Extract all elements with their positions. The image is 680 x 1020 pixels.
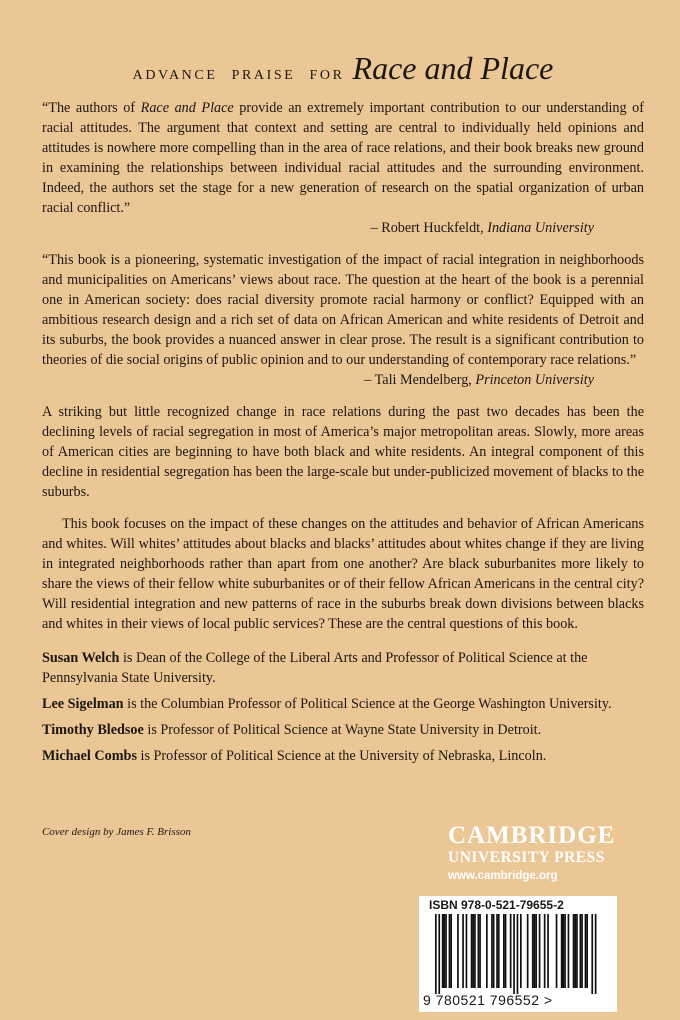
author-bio-text: is Professor of Political Science at the University of Nebraska, Lincoln. [136, 748, 547, 764]
barcode-bar [479, 914, 481, 988]
barcode-bar [591, 914, 593, 994]
barcode-bar [442, 914, 444, 988]
barcode-bar [585, 914, 587, 988]
barcode-bar [438, 914, 440, 994]
barcode-bar [498, 914, 500, 988]
barcode-bar [581, 914, 583, 988]
quote-mendelberg: “This book is a pioneering, systematic investigation of the impact of racial integration in neighborhoods and municipalities on Americans’ views about race. The question at the heart of the book is a perennial one in American society: does racial diversity promote racial harmony or conflict? Equipped with an ambitious research design and a rich set of data on African American and white residents of Detroit and its suburbs, the book provides a nuanced answer in clear prose. The result is a significant contribution to theories of die social origins of public opinion and to our understanding of contemporary race relations.” [42, 252, 644, 368]
barcode-bar [503, 914, 505, 988]
author-bio [42, 720, 644, 740]
barcode-bar [547, 914, 549, 988]
barcode-bar [534, 914, 536, 988]
attr2-author: – Tali Mendelberg, [364, 372, 476, 388]
cover-design-credit: Cover design by James F. Brisson [42, 826, 191, 838]
barcode-bar [505, 914, 507, 988]
author-bio [42, 648, 644, 688]
publisher-url: www.cambridge.org [448, 870, 558, 882]
barcode-bar [556, 914, 558, 988]
author-name: Susan Welch [42, 650, 120, 666]
barcode-icon [419, 914, 617, 994]
barcode-bar [595, 914, 597, 994]
barcode-bar [457, 914, 459, 988]
publisher-name: CAMBRIDGE [448, 822, 616, 849]
barcode-bar [586, 914, 588, 988]
author-name: Lee Sigelman [42, 696, 124, 712]
barcode-bar [491, 914, 493, 988]
barcode-bar [496, 914, 498, 988]
author-name: Timothy Bledsoe [42, 722, 144, 738]
heading-title: Race and Place [352, 50, 554, 86]
attr1-author: – Robert Huckfeldt, [370, 220, 488, 236]
barcode-bar [532, 914, 534, 988]
author-bio-text: is Professor of Political Science at Wayne State University in Detroit. [143, 722, 542, 738]
barcode-bar [574, 914, 576, 988]
barcode-bar [462, 914, 464, 988]
barcode-bar [576, 914, 578, 988]
publisher-logo [448, 823, 628, 886]
heading-lead: ADVANCE PRAISE FOR [132, 68, 345, 83]
isbn-label: ISBN 978-0-521-79655-2 [429, 898, 564, 912]
barcode-bar [568, 914, 570, 988]
barcode-bar [493, 914, 495, 988]
barcode-bar [564, 914, 566, 988]
description-paragraph-2: This book focuses on the impact of these changes on the attitudes and behavior of African Americans and whites. Will whites’ attitudes about blacks and blacks’ attitudes about whites change if they are living in integrated neighborhoods rather than apart from one another? Are black suburbanites more likely to share the views of their fellow white suburbanites or of their fellow African Americans in the central city? Will residential integration and new patterns of race in the suburbs break down divisions between blacks and whites in their views of local public services? These are the central questions of this book. [42, 516, 644, 632]
barcode-bar [478, 914, 480, 988]
author-bio [42, 694, 644, 714]
barcode-bar [544, 914, 546, 988]
quote1-pre: “The authors of [42, 100, 141, 116]
barcode-digits: 9 780521 796552 > [423, 992, 553, 1008]
quote-huckfeldt [42, 98, 644, 218]
barcode-bar [474, 914, 476, 988]
barcode-bar [471, 914, 473, 988]
barcode-bar [535, 914, 537, 988]
barcode-bar [435, 914, 437, 994]
barcode-bar [450, 914, 452, 988]
attribution-mendelberg [42, 370, 594, 390]
author-bio [42, 746, 644, 766]
barcode-bar [539, 914, 541, 988]
back-cover [42, 0, 644, 766]
barcode-bar [466, 914, 468, 988]
barcode-bar [449, 914, 451, 988]
barcode-bar [580, 914, 582, 988]
barcode-bar [444, 914, 446, 988]
barcode-bar [513, 914, 515, 994]
author-bio-text: is the Columbian Professor of Political Science at the George Washington University. [123, 696, 612, 712]
attribution-huckfeldt [42, 218, 594, 238]
description-paragraph-1: A striking but little recognized change in race relations during the past two decades has been the declining levels of racial segregation in most of America’s major metropolitan areas. Slowly, more areas of American cities are beginning to have both black and white residents. An integral component of this decline in residential segregation has been the large-scale but under-publicized movement of blacks to the suburbs. [42, 404, 644, 500]
barcode-bar [573, 914, 575, 988]
publisher-subtitle: UNIVERSITY PRESS [448, 849, 605, 866]
barcode-bar [527, 914, 529, 988]
barcode-bar [472, 914, 474, 988]
attr1-affiliation: Indiana University [487, 220, 594, 236]
attr2-affiliation: Princeton University [475, 372, 594, 388]
barcode-bar [561, 914, 563, 988]
barcode-bar [563, 914, 565, 988]
barcode-bar [520, 914, 522, 988]
barcode-bar [445, 914, 447, 988]
author-bio-text: is Dean of the College of the Liberal Arts and Professor of Political Science at the Pennsylvania State University. [42, 650, 588, 686]
quote1-post: provide an extremely important contribution to our understanding of racial attitudes. The argument that context and setting are central to individually held opinions and attitudes is nowhere more compelling than in the area of race relations, and their book breaks new ground in examining the relationships between individual racial attitudes and the surrounding environment. Indeed, the authors set the stage for a new generation of research on the spatial organization of urban racial conflict.” [42, 100, 644, 216]
barcode-bar [510, 914, 512, 988]
author-name: Michael Combs [42, 748, 137, 764]
barcode-bar [486, 914, 488, 988]
barcode-bar [517, 914, 519, 994]
quote1-title: Race and Place [140, 100, 234, 116]
isbn-barcode [419, 896, 617, 1012]
praise-heading [42, 50, 644, 90]
